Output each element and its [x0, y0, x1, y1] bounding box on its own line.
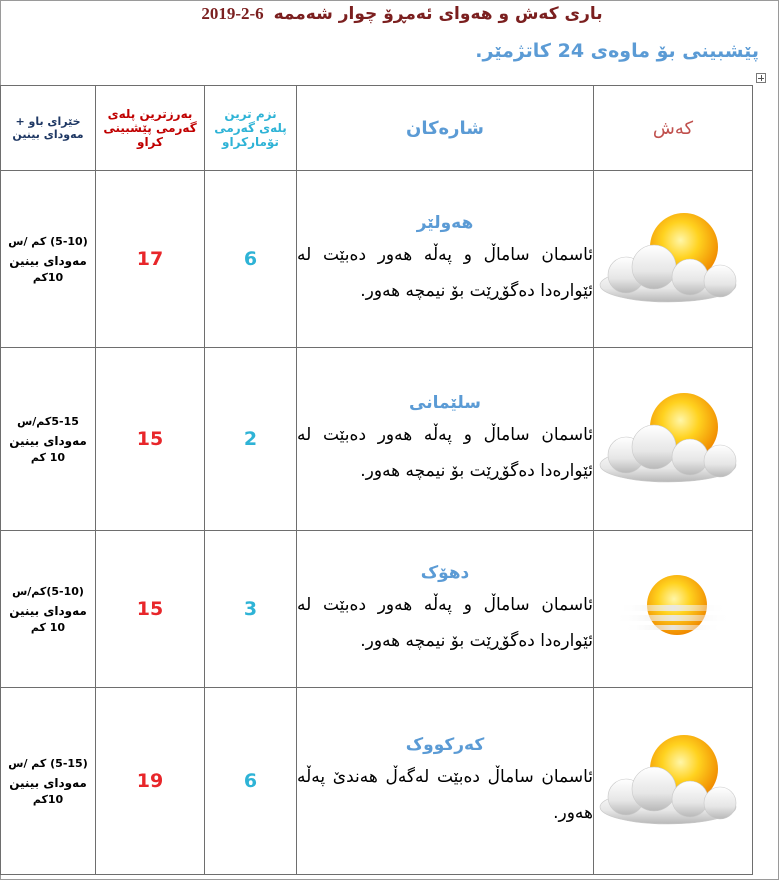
wind-speed: (5-15) کم /س	[8, 757, 88, 770]
header-min-line3: تۆمارکراو	[222, 135, 279, 149]
forecast-description: ئاسمان ساماڵ دەبێت لەگەڵ هەندێ پەڵە هەور.	[297, 767, 593, 823]
table-header-row	[1, 86, 753, 171]
city-cell	[297, 531, 594, 688]
weather-icon-cell	[594, 531, 753, 688]
city-cell	[297, 171, 594, 348]
min-temp: 6	[205, 171, 297, 348]
visibility-label: مەودای بینین	[9, 604, 87, 618]
weather-icon-cell	[594, 348, 753, 531]
header-max-line1: بەرزترین پلەی	[107, 107, 193, 121]
wind-cell	[1, 688, 96, 875]
visibility-value: 10 کم	[30, 621, 66, 634]
city-cell	[297, 348, 594, 531]
city-name: سلێمانی	[409, 393, 481, 413]
sun-behind-cloud-icon	[598, 389, 748, 489]
header-wind-line2: مەودای بینین	[12, 128, 84, 141]
wind-speed: (5-10)کم/س	[12, 585, 84, 598]
title-text: باری کەش و هەوای ئەمڕۆ چوار شەممە	[273, 4, 603, 24]
min-temp: 3	[205, 531, 297, 688]
visibility-label: مەودای بینین	[9, 254, 87, 268]
visibility-value: 10 کم	[30, 451, 66, 464]
visibility-value: 10کم	[32, 271, 64, 284]
min-temp: 6	[205, 688, 297, 875]
header-wind-line1: خێرای باو +	[15, 115, 81, 128]
city-name: دهۆک	[420, 563, 470, 583]
header-min-line1: نزم ترین	[224, 107, 277, 121]
expand-icon[interactable]	[756, 73, 766, 83]
wind-speed: 5-15کم/س	[17, 415, 79, 428]
wind-cell	[1, 171, 96, 348]
header-wind	[1, 86, 96, 171]
max-temp: 19	[96, 688, 205, 875]
min-temp: 2	[205, 348, 297, 531]
visibility-label: مەودای بینین	[9, 776, 87, 790]
header-city: شارەکان	[297, 86, 594, 171]
sun-behind-cloud-icon	[598, 209, 748, 309]
city-cell	[297, 688, 594, 875]
title-date: 6-2-2019	[201, 4, 264, 23]
header-max-line2: گەرمی پێشبینی	[103, 121, 197, 135]
header-min-line2: پلەی گەرمی	[214, 121, 287, 135]
wind-cell	[1, 531, 96, 688]
visibility-label: مەودای بینین	[9, 434, 87, 448]
city-name: هەولێر	[416, 213, 474, 233]
table-row	[1, 531, 753, 688]
weather-icon-cell	[594, 688, 753, 875]
weather-table	[0, 85, 753, 875]
sun-with-haze-icon	[613, 569, 733, 649]
page-subtitle: پێشبینی بۆ ماوەی 24 کاتژمێر.	[475, 40, 759, 62]
max-temp: 15	[96, 531, 205, 688]
wind-cell	[1, 348, 96, 531]
header-max-line3: کراو	[136, 135, 163, 149]
header-max-temp	[96, 86, 205, 171]
weather-icon-cell	[594, 171, 753, 348]
header-weather: کەش	[594, 86, 753, 171]
forecast-description: ئاسمان ساماڵ و پەڵە هەور دەبێت لە ئێوارەدا دەگۆڕێت بۆ نیمچە هەور.	[297, 425, 593, 481]
page-title	[0, 4, 779, 24]
forecast-description: ئاسمان ساماڵ و پەڵە هەور دەبێت لە ئێوارەدا دەگۆڕێت بۆ نیمچە هەور.	[297, 245, 593, 301]
table-row	[1, 171, 753, 348]
city-name: کەرکووک	[405, 735, 485, 755]
max-temp: 15	[96, 348, 205, 531]
wind-speed: (5-10) کم /س	[8, 235, 88, 248]
forecast-description: ئاسمان ساماڵ و پەڵە هەور دەبێت لە ئێوارەدا دەگۆڕێت بۆ نیمچە هەور.	[297, 595, 593, 651]
table-row	[1, 688, 753, 875]
visibility-value: 10کم	[32, 793, 64, 806]
max-temp: 17	[96, 171, 205, 348]
table-row	[1, 348, 753, 531]
header-min-temp	[205, 86, 297, 171]
sun-behind-cloud-icon	[598, 731, 748, 831]
